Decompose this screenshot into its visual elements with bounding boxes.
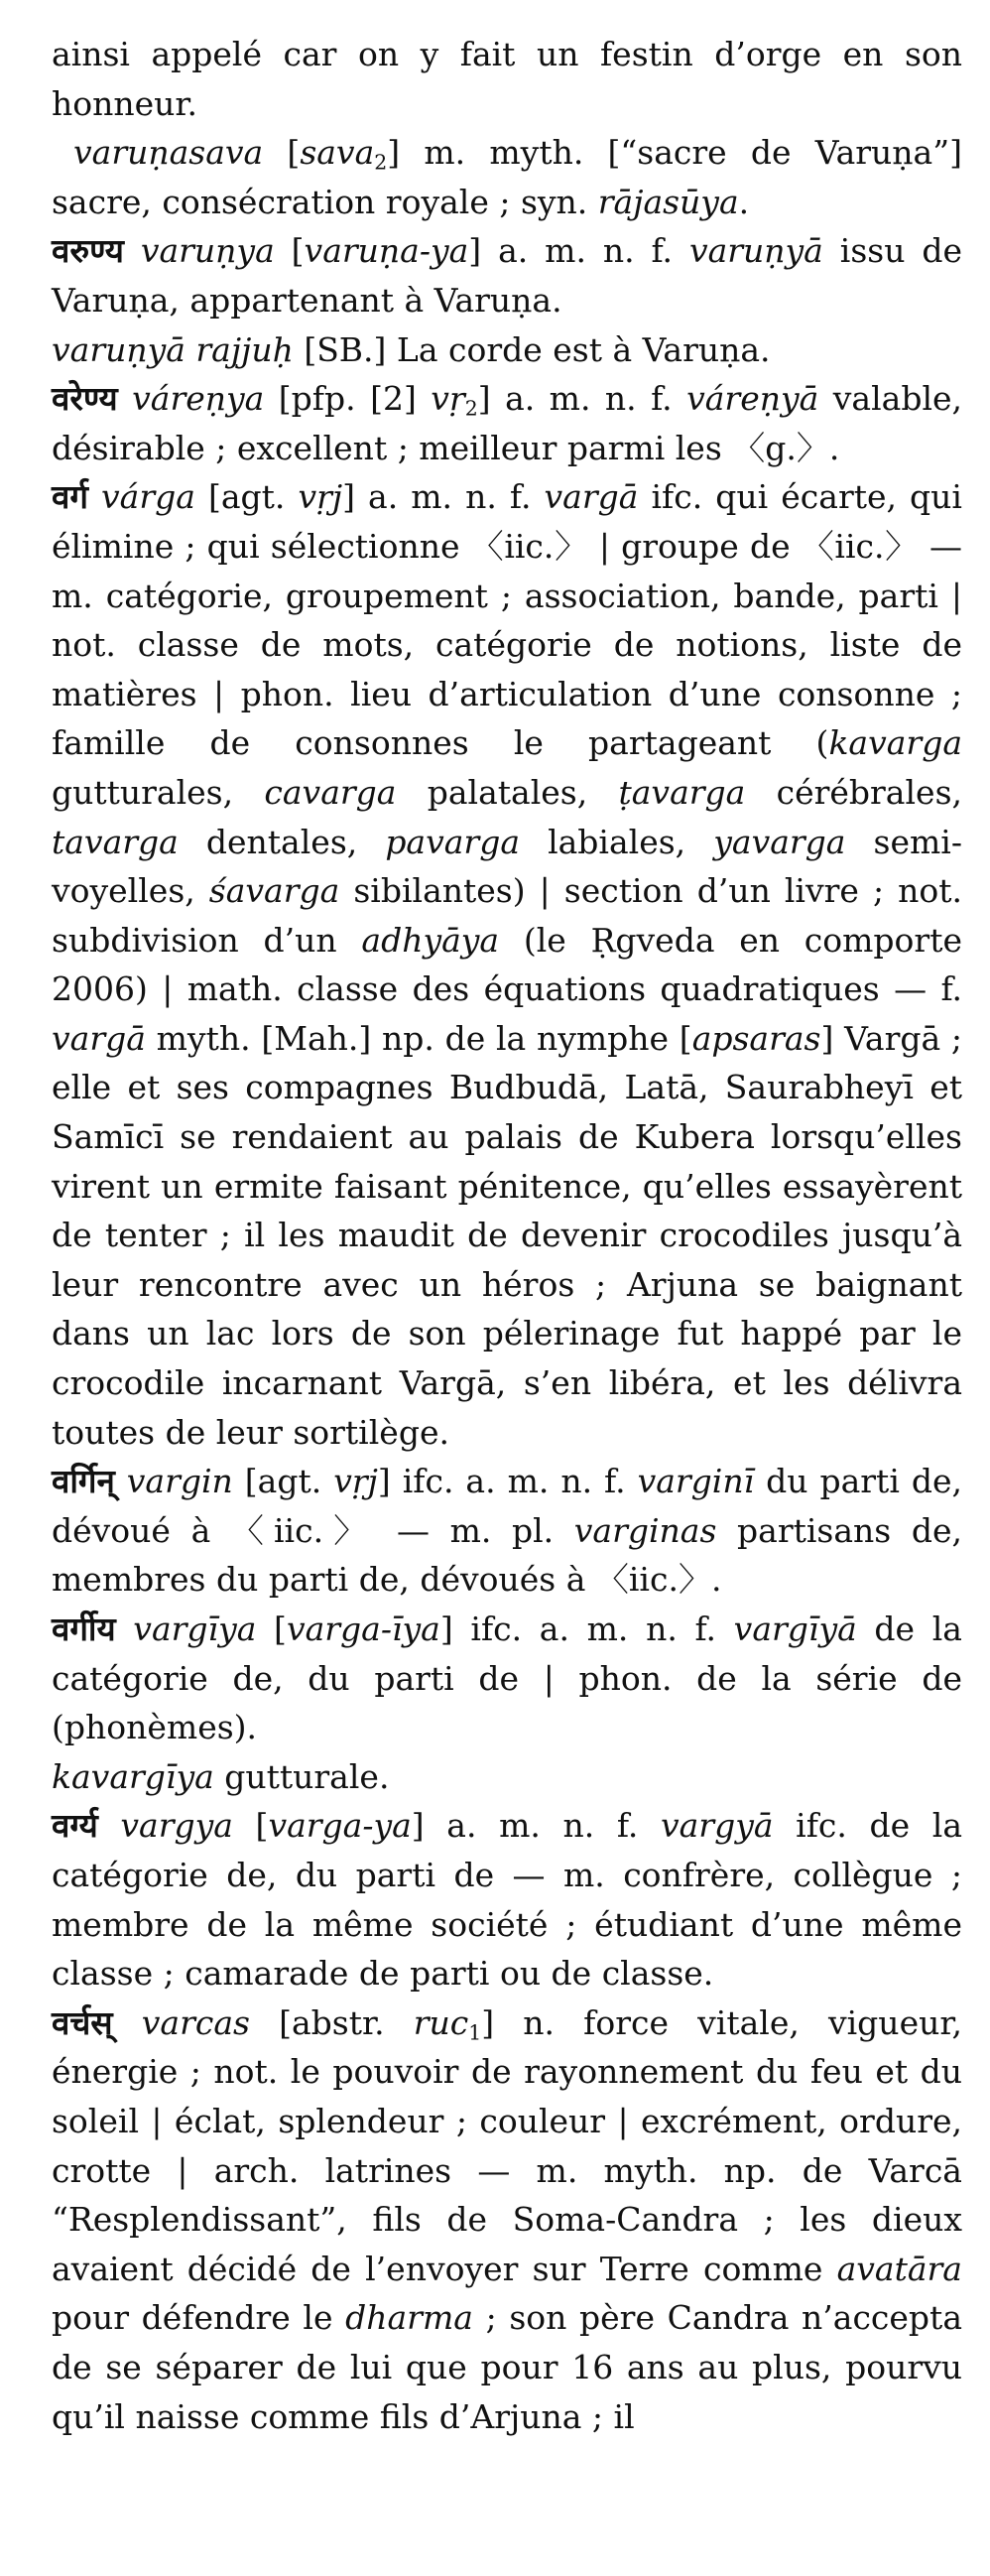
entry-text: [	[256, 1610, 287, 1648]
entry-text: partisans de, membres du parti de, dévoués à 〈iic.〉.	[52, 1510, 962, 1600]
dictionary-entry	[52, 1998, 962, 2441]
italic-term: ṭavarga	[618, 772, 746, 812]
italic-term: vargā	[544, 477, 639, 517]
subscript-index: 1	[468, 2020, 482, 2045]
italic-term: varginī	[637, 1462, 755, 1501]
entry-text: ] n. force vitale, vigueur, énergie ; not. le pouvoir de rayonnement du feu et du soleil | éclat, splendeur ; couleur | excrément, ordure, crotte | arch. latrines — m. myth. np. de Varcā “Resplendissant”, fils de Soma-Candra ; les dieux avaient décidé de l’envoyer sur Terre comme	[52, 2002, 962, 2288]
italic-term: váreṇya	[132, 379, 265, 419]
entry-text: gutturales,	[52, 772, 265, 812]
entry-text: palatales,	[396, 772, 619, 812]
entry-text: du parti de, dévoué à 〈iic.〉 — m. pl.	[52, 1462, 962, 1550]
entry-text	[98, 1806, 121, 1845]
entry-text: ] a. m. n. f.	[468, 231, 689, 271]
entry-text: ; son père Candra n’accepta de se séparer de lui que pour 16 ans au plus, pourvu qu’il naisse comme fils d’Arjuna ; il	[52, 2298, 962, 2436]
italic-term: varuṇyā rajjuḥ	[52, 329, 294, 369]
italic-term: váreṇyā	[686, 379, 819, 419]
entry-text	[115, 1462, 127, 1500]
entry-text	[118, 379, 132, 418]
headword-devanagari: वरेण्य	[52, 379, 118, 419]
headword-devanagari: वर्गिन्	[52, 1462, 115, 1501]
dictionary-entry	[52, 1457, 962, 1605]
italic-term: várga	[101, 477, 195, 517]
entry-text: [pfp. [2]	[264, 379, 432, 419]
entry-text: ainsi appelé car on y fait un festin d’orge en son honneur.	[52, 35, 962, 123]
italic-term: vṛ	[431, 379, 465, 419]
entry-text: ] Vargā ; elle et ses compagnes Budbudā, Latā, Saurabheyī et Samīcī se rendaient au palais de Kubera lorsqu’elles virent un ermite faisant pénitence, qu’elles essayèrent de tenter ; il les maudit de devenir crocodiles jusqu’à leur rencontre avec un héros ; Arjuna se baignant dans un lac lors de son pélerinage fut happé par le crocodile incarnant Vargā, s’en libéra, et les délivra toutes de leur sortilège.	[52, 1018, 962, 1452]
entry-text: .	[738, 182, 750, 221]
italic-term: tavarga	[52, 822, 179, 861]
italic-term: vargin	[126, 1462, 233, 1501]
entry-text	[116, 1610, 134, 1648]
entry-text: cérébrales,	[745, 772, 962, 812]
entry-text: myth. [Mah.] np. de la nymphe [	[145, 1018, 692, 1058]
italic-term: vṛj	[298, 477, 343, 517]
italic-term: dharma	[345, 2298, 473, 2338]
headword-devanagari: वर्ग्य	[52, 1806, 98, 1846]
headword-devanagari: वर्चस्	[52, 2002, 113, 2042]
entry-text: [	[232, 1806, 269, 1846]
dictionary-entry	[52, 374, 962, 472]
entry-text	[113, 2003, 142, 2042]
italic-term: varcas	[141, 2002, 250, 2042]
italic-term: varuṇa-ya	[304, 231, 469, 271]
entry-text: ] ifc. a. m. n. f.	[377, 1462, 638, 1501]
italic-term: rājasūya	[597, 182, 739, 221]
entry-text: [SB.] La corde est à Varuṇa.	[293, 329, 771, 369]
italic-term: varuṇyā	[688, 231, 823, 271]
italic-term: avatāra	[836, 2249, 962, 2288]
italic-term: vargā	[52, 1018, 146, 1058]
dictionary-entry	[52, 1801, 962, 1997]
entry-text: ] m. myth. [“sacre de Varuṇa”] sacre, consécration royale ; syn.	[52, 133, 962, 221]
italic-term: kavarga	[828, 723, 962, 763]
dictionary-entry	[52, 1752, 962, 1802]
italic-term: vṛj	[333, 1462, 378, 1501]
entry-text: ] a. m. n. f.	[411, 1806, 661, 1846]
italic-term: varuṇya	[140, 231, 275, 271]
entry-text: de la catégorie de, du parti de | phon. de la série de (phonèmes).	[52, 1610, 962, 1747]
italic-term: sava	[300, 133, 375, 173]
italic-term: yavarga	[713, 822, 846, 861]
entry-text: labiales,	[520, 822, 714, 861]
entry-text	[124, 231, 141, 270]
dictionary-entry	[52, 472, 962, 1457]
italic-term: varga-ya	[268, 1806, 412, 1846]
entry-text: ifc. de la catégorie de, du parti de — m. confrère, collègue ; membre de la même société ; étudiant d’une même classe ; camarade de parti ou de classe.	[52, 1806, 963, 1994]
italic-term: apsaras	[691, 1018, 821, 1058]
italic-term: adhyāya	[361, 920, 500, 960]
italic-term: cavarga	[264, 772, 397, 812]
headword-devanagari: वर्गीय	[52, 1610, 116, 1648]
entry-text: (le Ṛgveda en comporte 2006) | math. classe des équations quadratiques — f.	[52, 920, 962, 1009]
dictionary-entry	[52, 325, 962, 375]
entry-text: ] a. m. n. f.	[477, 379, 687, 419]
italic-term: varga-īya	[286, 1610, 440, 1648]
dictionary-entry	[52, 226, 962, 324]
entry-text: valable, désirable ; excellent ; meilleur parmi les 〈g.〉.	[52, 379, 963, 467]
headword-devanagari: वर्ग	[52, 477, 88, 517]
entry-text: sibilantes) | section d’un livre ; not. subdivision d’un	[52, 871, 962, 960]
subscript-index: 2	[374, 150, 388, 175]
entry-text: pour défendre le	[52, 2298, 346, 2338]
entry-text: [agt.	[232, 1462, 334, 1501]
entry-text: [	[274, 231, 305, 271]
dictionary-entry	[52, 1605, 962, 1752]
entry-text: [	[263, 133, 301, 173]
entry-text: ] ifc. a. m. n. f.	[439, 1610, 734, 1648]
subscript-index: 2	[464, 396, 478, 421]
italic-term: ruc	[413, 2002, 469, 2042]
italic-term: śavarga	[208, 871, 340, 911]
italic-term: pavarga	[385, 822, 521, 861]
italic-term: varginas	[573, 1510, 717, 1550]
italic-term: vargyā	[660, 1806, 774, 1846]
entry-text: issu de Varuṇa, appartenant à Varuṇa.	[52, 231, 963, 320]
italic-term: kavargīya	[52, 1756, 214, 1796]
entry-text: gutturale.	[213, 1756, 390, 1796]
italic-term: vargīya	[133, 1610, 257, 1648]
headword-devanagari: वरुण्य	[52, 231, 124, 271]
entry-text: [agt.	[194, 477, 299, 517]
dictionary-entry	[52, 128, 962, 226]
entry-text: ] a. m. n. f.	[342, 477, 545, 517]
italic-term: vargya	[120, 1806, 233, 1846]
italic-term: varuṇasava	[73, 133, 264, 173]
dictionary-entry	[52, 30, 962, 128]
italic-term: vargīyā	[733, 1610, 857, 1648]
entry-text: semi-voyelles,	[52, 822, 962, 911]
entry-text: ifc. qui écarte, qui élimine ; qui sélectionne 〈iic.〉 | groupe de 〈iic.〉 — m. catégorie, groupement ; association, bande, parti | not. classe de mots, catégorie de notions, liste de matières | phon. lieu d’articulation d’une consonne ; famille de consonnes le partageant (	[52, 477, 962, 763]
entry-text	[88, 477, 101, 516]
entry-text: [abstr.	[249, 2002, 414, 2042]
entry-text: dentales,	[178, 822, 386, 861]
